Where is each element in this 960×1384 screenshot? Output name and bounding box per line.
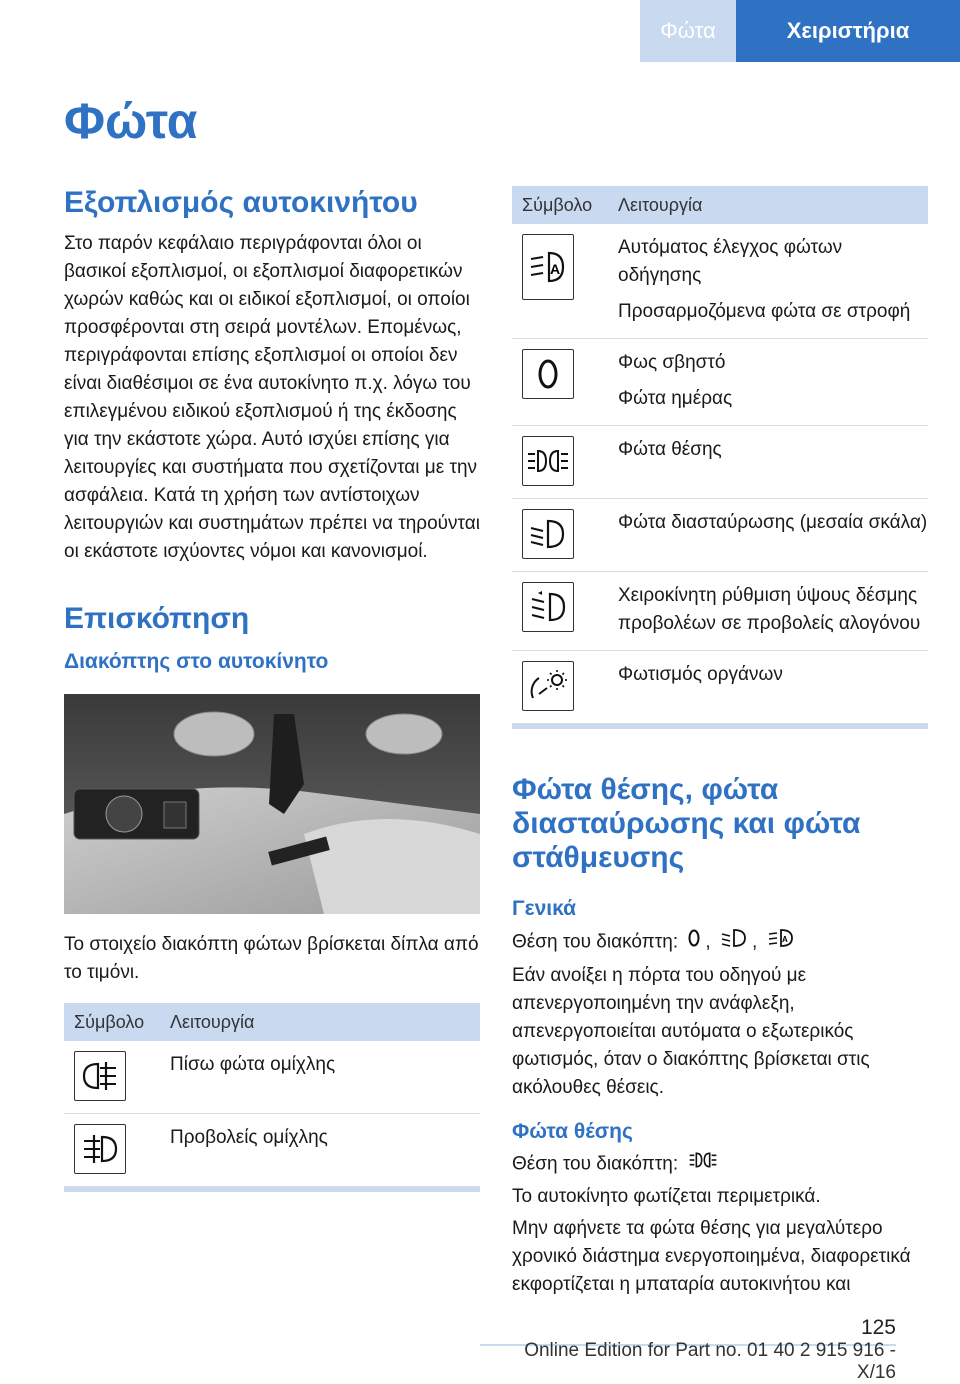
table-row (64, 1114, 480, 1187)
paragraph-switch: Το στοιχείο διακόπτη φώτων βρίσκεται δίπλα από το τιμόνι. (64, 934, 479, 983)
heading-parking-lights: Φώτα θέσης (512, 1120, 633, 1143)
headlight-range-icon (522, 582, 574, 632)
paragraph-parking-1: Το αυτοκίνητο φωτίζεται περιμετρικά. (512, 1186, 821, 1207)
function-text: Φως σβηστό (618, 352, 726, 373)
rear-fog-light-icon (74, 1051, 126, 1101)
paragraph-position (512, 927, 928, 958)
low-beam-icon (720, 927, 748, 958)
heading-switch: Διακόπτης στο αυτοκίνητο (64, 650, 329, 673)
paragraph-parking-position (512, 1150, 928, 1179)
edition-text: Online Edition for Part no. 01 40 2 915 916 - X/16 (524, 1340, 896, 1383)
table-row (512, 499, 928, 572)
table-row (512, 224, 928, 339)
dashboard-light-switch-photo (64, 694, 480, 914)
function-text: Προσαρμοζόμενα φώτα σε στροφή (618, 301, 911, 322)
function-text: Φώτα θέσης (608, 426, 928, 499)
lights-off-icon (522, 349, 574, 399)
paragraph-equipment: Στο παρόν κεφάλαιο περιγράφονται όλοι οι βασικοί εξοπλισμοί, οι εξοπλισμοί διαφορετικών χωρών καθώς και οι ειδικοί εξοπλισμοί, οι οποίοι προσφέρονται στη σειρά μοντέλων. Επομένως, περιγράφονται επίσης εξοπλισμοί οι οποίοι δεν είναι διαθέσιμοι σε ένα αυτοκίνητο π.χ. λόγω του επιλεγμένου ειδικού εξοπλισμού ή της έκδοσης για την εκάστοτε χώρα. Αυτό ισχύει επίσης για λειτουργίες και συστήματα που σχετίζονται με την ασφάλεια. Κατά τη χρήση των αντίστοιχων λειτουργιών και συστημάτων πρέπει να τηρούνται οι εκάστοτε ισχύοντες νόμοι και κανονισμοί. (64, 233, 480, 562)
symbol-table-right (512, 186, 928, 724)
table-end-bar (64, 1187, 480, 1192)
position-prefix: Θέση του διακόπτη: (512, 1153, 679, 1175)
svg-text:A: A (550, 261, 561, 277)
parking-light-icon (687, 1150, 719, 1179)
page-header (0, 0, 960, 62)
table-row (512, 651, 928, 724)
auto-headlight-icon (767, 927, 795, 958)
page-number: 125 (860, 1316, 896, 1339)
svg-text:A: A (781, 935, 788, 944)
symbol-table-left (64, 1003, 480, 1187)
instrument-lighting-icon (522, 661, 574, 711)
table-end-bar (512, 724, 928, 729)
function-text: Χειροκίνητη ρύθμιση ύψους δέσμης προβολέων σε προβολείς αλογόνου (608, 572, 928, 651)
col-function: Λειτουργία (608, 186, 928, 224)
separator: , (751, 931, 758, 953)
left-column (64, 186, 480, 1192)
right-column (512, 186, 928, 1299)
chapter-tab[interactable]: Φώτα (640, 0, 736, 62)
paragraph-parking-2: Μην αφήνετε τα φώτα θέσης για μεγαλύτερο χρονικό διάστημα ενεργοποιημένα, διαφορετικά εκφορτίζεται η μπαταρία αυτοκινήτου και (512, 1218, 911, 1295)
function-text: Φώτα ημέρας (618, 388, 733, 409)
col-symbol: Σύμβολο (64, 1003, 160, 1041)
function-text: Φωτισμός οργάνων (608, 651, 928, 724)
section-tab[interactable]: Χειριστήρια (736, 0, 960, 62)
col-symbol: Σύμβολο (512, 186, 608, 224)
col-function: Λειτουργία (160, 1003, 480, 1041)
heading-equipment: Εξοπλισμός αυτοκινήτου (64, 186, 418, 219)
separator: , (705, 931, 711, 953)
table-row (512, 339, 928, 426)
heading-overview: Επισκόπηση (64, 602, 250, 635)
table-row (512, 426, 928, 499)
lights-off-icon (687, 928, 701, 957)
page-title: Φώτα (64, 93, 198, 149)
low-beam-icon (522, 509, 574, 559)
function-text: Πίσω φώτα ομίχλης (160, 1041, 480, 1114)
table-row (64, 1041, 480, 1114)
paragraph-general: Εάν ανοίξει η πόρτα του οδηγού με απενεργοποιημένη την ανάφλεξη, απενεργοποιείται αυτόματα ο εξωτερικός φωτισμός, όταν ο διακόπτης βρίσκεται στις ακόλουθες θέσεις. (512, 965, 870, 1098)
front-fog-light-icon (74, 1124, 126, 1174)
function-text: Φώτα διασταύρωσης (μεσαία σκάλα) (608, 499, 928, 572)
table-row (512, 572, 928, 651)
heading-lights-section: Φώτα θέσης, φώτα διασταύρωσης και φώτα στάθμευσης (512, 773, 861, 874)
function-text: Προβολείς ομίχλης (160, 1114, 480, 1187)
parking-light-icon (522, 436, 574, 486)
position-prefix: Θέση του διακόπτη: (512, 931, 679, 953)
auto-headlight-icon (522, 234, 574, 300)
heading-general: Γενικά (512, 897, 577, 920)
function-text: Αυτόματος έλεγχος φώτων οδήγησης (618, 237, 843, 286)
